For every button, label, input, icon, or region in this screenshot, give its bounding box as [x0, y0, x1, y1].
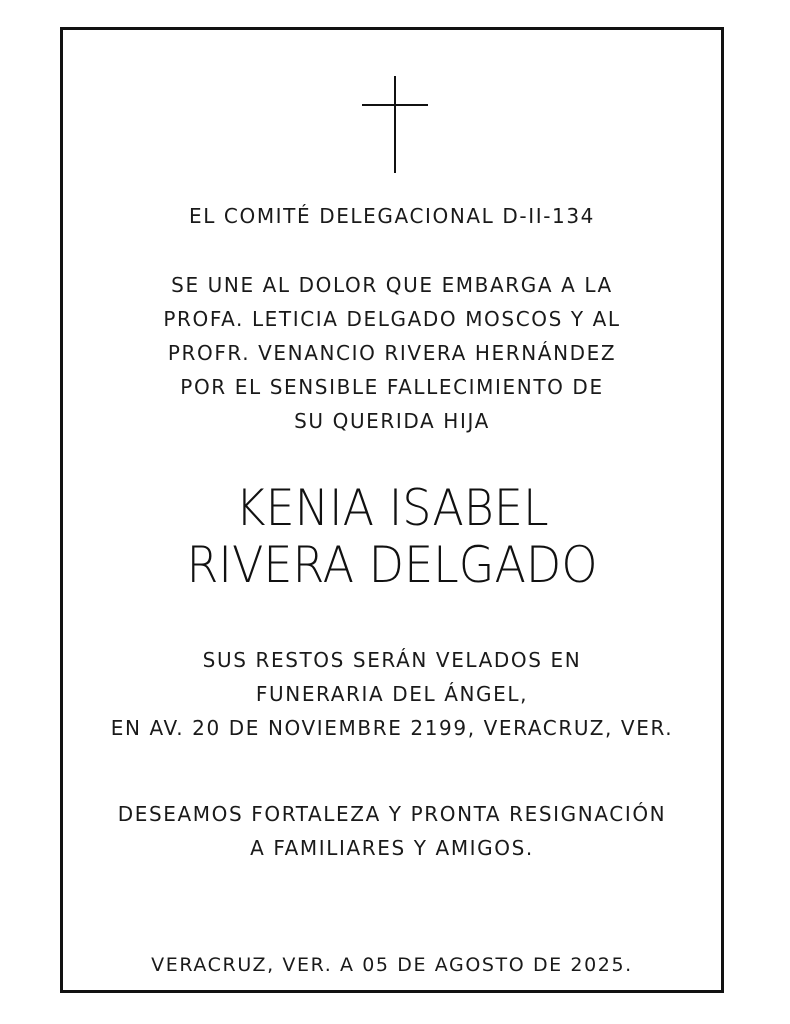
wake-location: [60, 643, 724, 745]
condolence-line: PROFA. LETICIA DELGADO MOSCOS Y AL: [163, 307, 621, 331]
deceased-name: [87, 480, 698, 594]
deceased-name-line: KENIA ISABEL: [235, 479, 549, 537]
cross-icon: [362, 76, 428, 173]
place-date-text: VERACRUZ, VER. A 05 DE AGOSTO DE 2025.: [151, 954, 633, 976]
deceased-name-line: RIVERA DELGADO: [186, 536, 598, 594]
condolence-line: PROFR. VENANCIO RIVERA HERNÁNDEZ: [167, 341, 617, 365]
condolence-line: POR EL SENSIBLE FALLECIMIENTO DE: [180, 375, 604, 399]
place-and-date: [60, 948, 724, 982]
condolence-line: SU QUERIDA HIJA: [294, 409, 490, 433]
cross-icon-horizontal-bar: [362, 104, 428, 106]
wishes-line: A FAMILIARES Y AMIGOS.: [250, 836, 534, 860]
committee-text: EL COMITÉ DELEGACIONAL D-II-134: [188, 204, 595, 228]
condolence-wishes: [60, 797, 724, 865]
location-line: SUS RESTOS SERÁN VELADOS EN: [202, 648, 582, 672]
condolence-line: SE UNE AL DOLOR QUE EMBARGA A LA: [171, 273, 613, 297]
committee-heading: [60, 199, 724, 233]
location-line: FUNERARIA DEL ÁNGEL,: [255, 682, 529, 706]
location-line: EN AV. 20 DE NOVIEMBRE 2199, VERACRUZ, VER.: [110, 716, 674, 740]
condolence-message: [60, 268, 724, 438]
wishes-line: DESEAMOS FORTALEZA Y PRONTA RESIGNACIÓN: [117, 802, 667, 826]
cross-icon-vertical-bar: [394, 76, 396, 173]
